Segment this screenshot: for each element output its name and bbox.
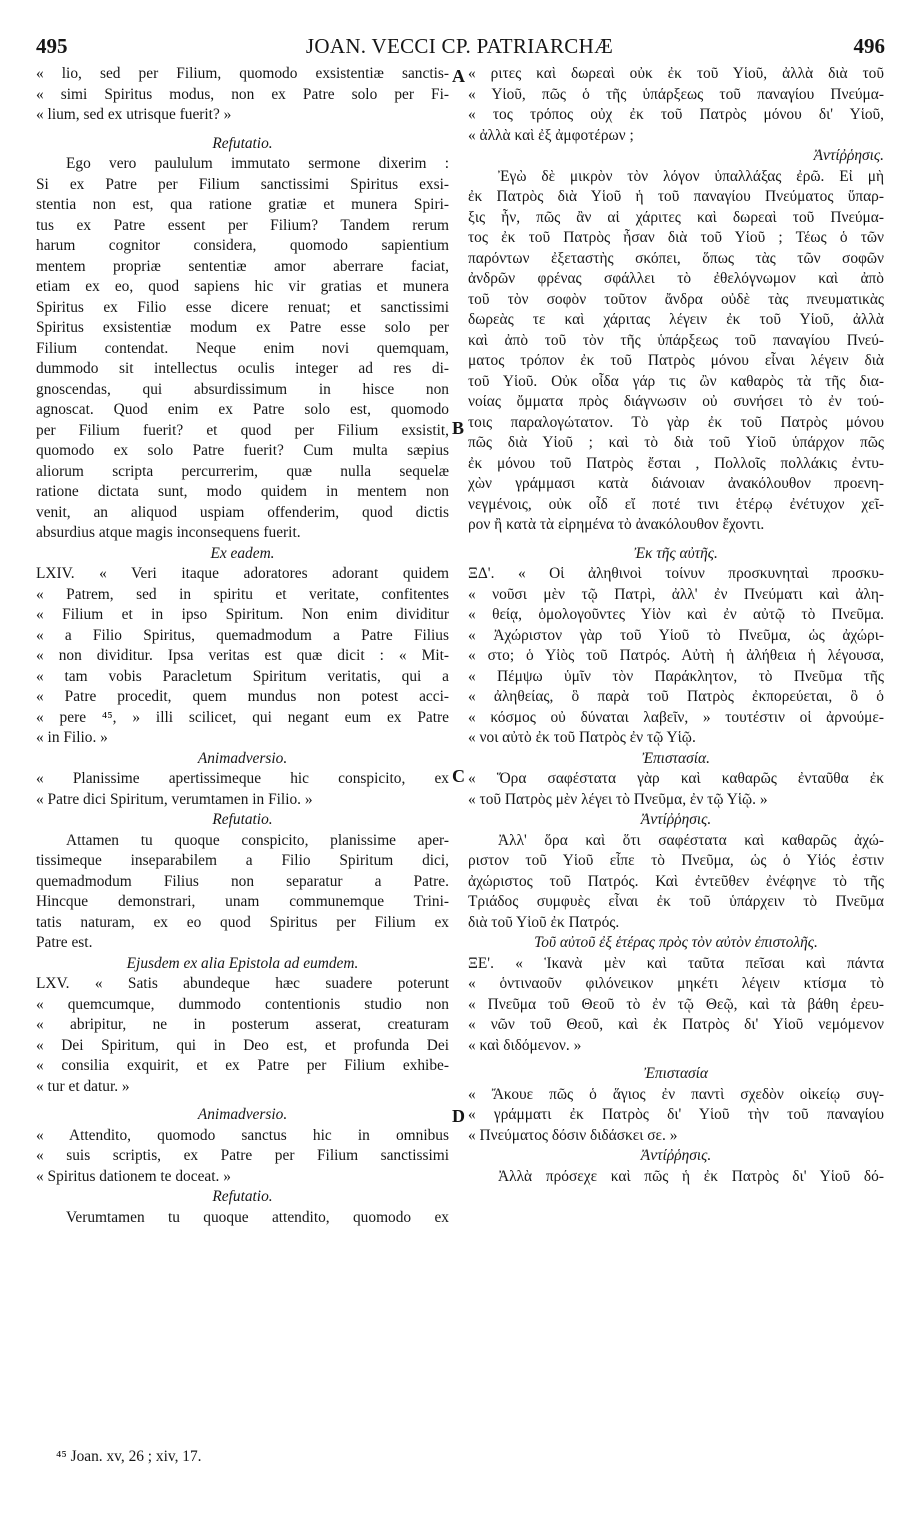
text-line: νεγμένοις, οὐκ οἶδ εἴ ποτέ τινι ἑτέρῳ ἐνέτυχον χεῖ- <box>468 495 884 513</box>
text-line: χὼν γράμμασι κατὰ διάνοιαν ἀνακόλουθον προενη- <box>468 475 884 492</box>
text-line: Verumtamen tu quoque attendito, quomodo ex <box>66 1208 449 1226</box>
text-line: « Attendito, quomodo sanctus hic in omnibus <box>36 1126 449 1144</box>
text-line: ratione dictata sunt, modo quidem in mentem non <box>36 483 449 500</box>
latin-column <box>36 64 449 1228</box>
text-line: παρόντων ἐξεταστὴς σκόπει, ὅπως τὰς τῶν σοφῶν <box>468 249 884 267</box>
text-line: « Planissime apertissimeque hic conspicito, ex <box>36 770 449 787</box>
text-line: « ριτες καὶ δωρεαὶ οὐκ ἐκ τοῦ Υἱοῦ, ἀλλὰ διὰ τοῦ <box>468 65 884 82</box>
section-heading: Ex eadem. <box>210 544 275 562</box>
text-line: « lium, sed ex utrisque fuerit? » <box>36 106 232 123</box>
text-line: « suis scriptis, ex Patre per Filium sanctissimi <box>36 1147 449 1164</box>
text-line: Hincque demonstrari, unam communemque Trini- <box>36 893 449 910</box>
text-line: ρον ἢ κατὰ τὰ εἰρημένα τὸ ἀνακόλουθον ἔχοντι. <box>468 516 765 533</box>
text-line: « Πνεῦμα τοῦ Θεοῦ τὸ ἐν τῷ Θεῷ, καὶ τὰ βάθη ἐρευ- <box>468 995 884 1013</box>
section-heading: Refutatio. <box>212 811 273 828</box>
text-line: LXV. « Satis abundeque hæc suadere poterunt <box>36 975 449 992</box>
text-line: τοῦ Υἱοῦ. Οὐκ οἶδα γάρ τις ὢν καθαρὸς τὰ τῆς δια- <box>468 372 884 390</box>
section-heading: Refutatio. <box>212 134 273 152</box>
margin-letter-c: C <box>452 766 465 786</box>
text-line: « simi Spiritus modus, non ex Patre solo per Fi- <box>36 85 449 103</box>
text-line: « quemcumque, dummodo contentionis studio non <box>36 995 449 1013</box>
text-line: « Patre procedit, quem mundus non potest acci- <box>36 688 449 705</box>
text-line: etiam ex eo, quod sapiens hic vir gratias et munera <box>36 278 449 295</box>
margin-letter-a: A <box>452 66 465 86</box>
spacer <box>468 536 884 544</box>
text-line: dummodo sit intellectus oculis integer ad res di- <box>36 360 449 377</box>
text-line: « Ἄκουε πῶς ὁ ἅγιος ἐν παντὶ σχεδὸν οἰκείῳ συγ- <box>468 1085 884 1103</box>
text-line: « lio, sed per Filium, quomodo exsistentiæ sanctis- <box>36 65 449 82</box>
text-line: ἀχώριστος τοῦ Πατρός. Καὶ ἐντεῦθεν ἐνέφηνε τὸ τῆς <box>468 872 884 890</box>
text-line: « Υἱοῦ, πῶς ὁ τῆς ὑπάρξεως τοῦ παναγίου Πνεύμα- <box>468 85 884 103</box>
text-line: « Dei Spiritum, qui in Deo est, et profunda Dei <box>36 1036 449 1054</box>
page-number-right: 496 <box>853 34 885 58</box>
text-line: tus ex Patre essent per Filium? Tandem rerum <box>36 216 449 234</box>
text-line: stentia non est, qua ratione gratiæ et munera Spiri- <box>36 196 449 213</box>
text-line: LXIV. « Veri itaque adoratores adorant quidem <box>36 565 449 582</box>
text-line: ριστον τοῦ Υἱοῦ εἶπε τὸ Πνεῦμα, ὡς ὁ Υἱός ἐστιν <box>468 852 884 869</box>
spacer <box>36 126 449 134</box>
text-line: « in Filio. » <box>36 729 108 746</box>
text-line: venit, an aliquod uspiam offenderim, quod dictis <box>36 503 449 521</box>
text-line: Spiritus ex Filio esse dicere renuat; et sanctissimi <box>36 298 449 316</box>
section-heading: Animadversio. <box>197 749 288 767</box>
text-line: Ἀλλ' ὅρα καὶ ὅτι σαφέστατα καὶ καθαρῶς ἀχώ- <box>498 831 884 849</box>
text-line: νοίας ὄμματα πρὸς διάγνωσιν οὐ συνήσει τὸ ἐν τού- <box>468 393 884 410</box>
text-line: « τος τρόπος οὐχ ἐκ τοῦ Πατρὸς μόνου δι' Υἱοῦ, <box>468 106 884 123</box>
text-line: ἀνδρῶν φρένας σφάλλει τὸ ἐθελόγνωμον καὶ ἀπὸ <box>468 270 884 287</box>
text-line: absurdius atque magis inconsequens fuerit. <box>36 524 301 541</box>
text-line: « τοῦ Πατρὸς μὲν λέγει τὸ Πνεῦμα, ἐν τῷ Υἱῷ. » <box>468 790 768 808</box>
section-heading: Ἀντίῤῥησις. <box>813 147 884 164</box>
greek-column <box>468 64 884 1187</box>
text-line: διὰ τοῦ Υἱοῦ ἐκ Πατρός. <box>468 913 620 931</box>
text-line: quomodo ex solo Patre fuerit? Cum multa sæpius <box>36 442 449 459</box>
text-line: « νῶν τοῦ Θεοῦ, καὶ ἐκ Πατρὸς δι' Υἱοῦ νεμόμενον <box>468 1016 884 1033</box>
text-line: πῶς διὰ Υἱοῦ ; καὶ τὸ διὰ τοῦ Υἱοῦ ὑπάρχον πῶς <box>468 434 884 451</box>
section-heading: Ἀντίῤῥησις. <box>640 811 712 828</box>
text-line: « νοι αὐτὸ ἐκ τοῦ Πατρὸς ἐν τῷ Υἱῷ. <box>468 729 696 746</box>
margin-letter-b: B <box>452 418 465 438</box>
text-line: « abripitur, ne in posterum asserat, creaturam <box>36 1016 449 1033</box>
text-line: « ἀλλὰ καὶ ἐξ ἀμφοτέρων ; <box>468 126 634 144</box>
text-line: « θείᾳ, ὁμολογοῦντες Υἱὸν καὶ ἐν αὐτῷ τὸ Πνεῦμα. <box>468 606 884 623</box>
text-line: « Patrem, sed in spiritu et veritate, confitentes <box>36 585 449 603</box>
footnote: ⁴⁵ Joan. xv, 26 ; xiv, 17. <box>56 1448 202 1465</box>
text-line: « ἀληθείας, ὃ παρὰ τοῦ Πατρὸς ἐκπορεύεται, ὃ ὁ <box>468 688 884 705</box>
margin-letter-d: D <box>452 1106 465 1126</box>
text-line: Attamen tu quoque conspicito, planissime aper- <box>66 831 449 849</box>
text-line: Ego vero paululum immutato sermone dixerim : <box>66 155 449 172</box>
text-line: « Ὅρα σαφέστατα γὰρ καὶ καθαρῶς ἐνταῦθα ἐκ <box>468 770 884 787</box>
text-line: « κόσμος οὐ δύναται λαβεῖν, » τουτέστιν οἱ ἀρνούμε- <box>468 708 884 726</box>
text-line: « non dividitur. Ipsa veritas est quæ dicit : « Mit- <box>36 647 449 664</box>
text-line: ἐκ μόνου τοῦ Πατρὸς ἔσται , Πολλοῖς πολλάκις ἐντυ- <box>468 454 884 472</box>
section-heading: Ejusdem ex alia Epistola ad eumdem. <box>126 954 359 972</box>
text-line: « Patre dici Spiritum, verumtamen in Filio. » <box>36 790 313 808</box>
text-line: « νοῦσι μὲν τῷ Πατρὶ, ἀλλ' ἐν Πνεύματι καὶ ἀλη- <box>468 585 884 603</box>
section-heading: Τοῦ αὐτοῦ ἐξ ἑτέρας πρὸς τὸν αὐτὸν ἐπιστολῆς. <box>534 934 818 951</box>
text-line: Ἐγὼ δὲ μικρὸν τὸν λόγον ὑπαλλάξας ἐρῶ. Εἰ μὴ <box>498 167 884 185</box>
text-line: quemadmodum Filius non separatur a Patre. <box>36 872 449 890</box>
text-line: « ὁντιναοῦν φιλόνεικον μηκέτι λέγειν κτίσμα τὸ <box>468 975 884 992</box>
text-line: « στο; ὁ Υἱὸς τοῦ Πατρός. Αὐτὴ ἡ ἀλήθεια ἡ λέγουσα, <box>468 647 884 664</box>
text-line: ΞΔ'. « Οἱ ἀληθινοὶ τοίνυν προσκυνηταὶ προσκυ- <box>468 565 884 582</box>
section-heading: Ἐπιστασία <box>643 1065 708 1082</box>
section-heading: Ἐπιστασία. <box>642 749 710 767</box>
text-line: « pere ⁴⁵, » illi scilicet, qui negant eum ex Patre <box>36 708 449 726</box>
text-line: « tam vobis Paracletum Spiritum veritatis, qui a <box>36 667 449 685</box>
spacer <box>468 1056 884 1064</box>
text-line: agnoscat. Quod enim ex Patre solo est, quomodo <box>36 401 449 418</box>
section-heading: Animadversio. <box>197 1106 288 1123</box>
text-line: « Spiritus dationem te doceat. » <box>36 1167 231 1185</box>
text-line: « Πέμψω ὑμῖν τὸν Παράκλητον, τὸ Πνεῦμα τῆς <box>468 667 884 685</box>
text-line: « καὶ διδόμενον. » <box>468 1036 582 1054</box>
section-heading: Ἐκ τῆς αὐτῆς. <box>634 544 718 562</box>
section-heading: Refutatio. <box>212 1188 273 1205</box>
text-line: δωρεὰς τε καὶ χάριτας λέγειν ἐκ τοῦ Υἱοῦ, ἀλλὰ <box>468 311 884 328</box>
text-line: Patre est. <box>36 934 93 951</box>
text-line: tissimeque inseparabilem a Filio Spiritum dici, <box>36 852 449 869</box>
text-line: gnoscendas, qui absurdissimum in hisce non <box>36 380 449 398</box>
text-line: Spiritus exsistentiæ modum ex Patre esse solo per <box>36 319 449 336</box>
text-line: Τριάδος συμφυὲς εἶναι ἐκ τοῦ ὑπάρχειν τὸ Πνεῦμα <box>468 893 884 910</box>
text-line: τοῦ τὸν σοφὸν τοῦτον ἄνδρα οὐδὲ τὰς πνευματικὰς <box>468 290 884 308</box>
text-line: per Filium fuerit? et quod per Filium exsistit, <box>36 421 449 439</box>
text-line: ἐκ Πατρὸς διὰ Υἱοῦ ἡ τοῦ παναγίου Πνεύματος ὕπαρ- <box>468 188 884 205</box>
running-title: JOAN. VECCI CP. PATRIARCHÆ <box>305 34 614 58</box>
text-line: « γράμματι ἐκ Πατρὸς δι' Υἱοῦ τὴν τοῦ παναγίου <box>468 1106 884 1123</box>
text-line: Filium contendat. Neque enim novi quemquam, <box>36 339 449 357</box>
text-line: τοις παραλογώτατον. Τὸ γὰρ ἐκ τοῦ Πατρὸς μόνου <box>468 413 884 431</box>
text-line: « Πνεύματος δόσιν διδάσκει σε. » <box>468 1126 678 1144</box>
text-line: « tur et datur. » <box>36 1077 130 1095</box>
text-line: καὶ ἀπὸ τοῦ τὸν τῆς ὑπάρξεως τοῦ παναγίου Πνεύ- <box>468 331 884 349</box>
text-line: « Filium et in ipso Spiritum. Non enim dividitur <box>36 606 449 623</box>
text-line: mentem propriæ sententiæ amor aberrare faciat, <box>36 257 449 275</box>
text-line: tatis naturam, ex eo quod Spiritus per Filium ex <box>36 913 449 931</box>
section-heading: Ἀντίῤῥησις. <box>640 1147 712 1164</box>
text-line: ξις ἦν, πῶς ἂν αἱ χάριτες καὶ δωρεαὶ τοῦ Πνεύμα- <box>468 208 884 226</box>
text-line: ΞΕ'. « Ἱκανὰ μὲν καὶ ταῦτα πεῖσαι καὶ πάντα <box>468 954 884 972</box>
text-line: « Ἀχώριστον γὰρ τοῦ Υἱοῦ τὸ Πνεῦμα, ὡς ἀχώρι- <box>468 626 884 644</box>
text-line: Si ex Patre per Filium sanctissimi Spiritus exsi- <box>36 175 449 193</box>
spacer <box>36 1097 449 1105</box>
text-line: Ἀλλὰ πρόσεχε καὶ πῶς ἡ ἐκ Πατρὸς δι' Υἱοῦ δό- <box>498 1167 884 1185</box>
text-line: aliorum scripta percurrerim, quæ nulla sequelæ <box>36 462 449 480</box>
text-line: « consilia exquirit, et ex Patre per Filium exhibe- <box>36 1057 449 1074</box>
text-line: τος ἐκ τοῦ Πατρὸς ἦσαν διὰ τοῦ Υἱοῦ ; Τέως ὁ τῶν <box>468 229 884 246</box>
text-line: harum cognitor considera, quomodo sapientium <box>36 237 449 254</box>
text-line: ματος τρόπον ἐκ τοῦ Πατρὸς μόνου εἶναι λέγειν διὰ <box>468 352 884 369</box>
page-number-left: 495 <box>36 34 68 58</box>
running-header <box>0 34 919 60</box>
text-line: « a Filio Spiritus, quemadmodum a Patre Filius <box>36 626 449 644</box>
